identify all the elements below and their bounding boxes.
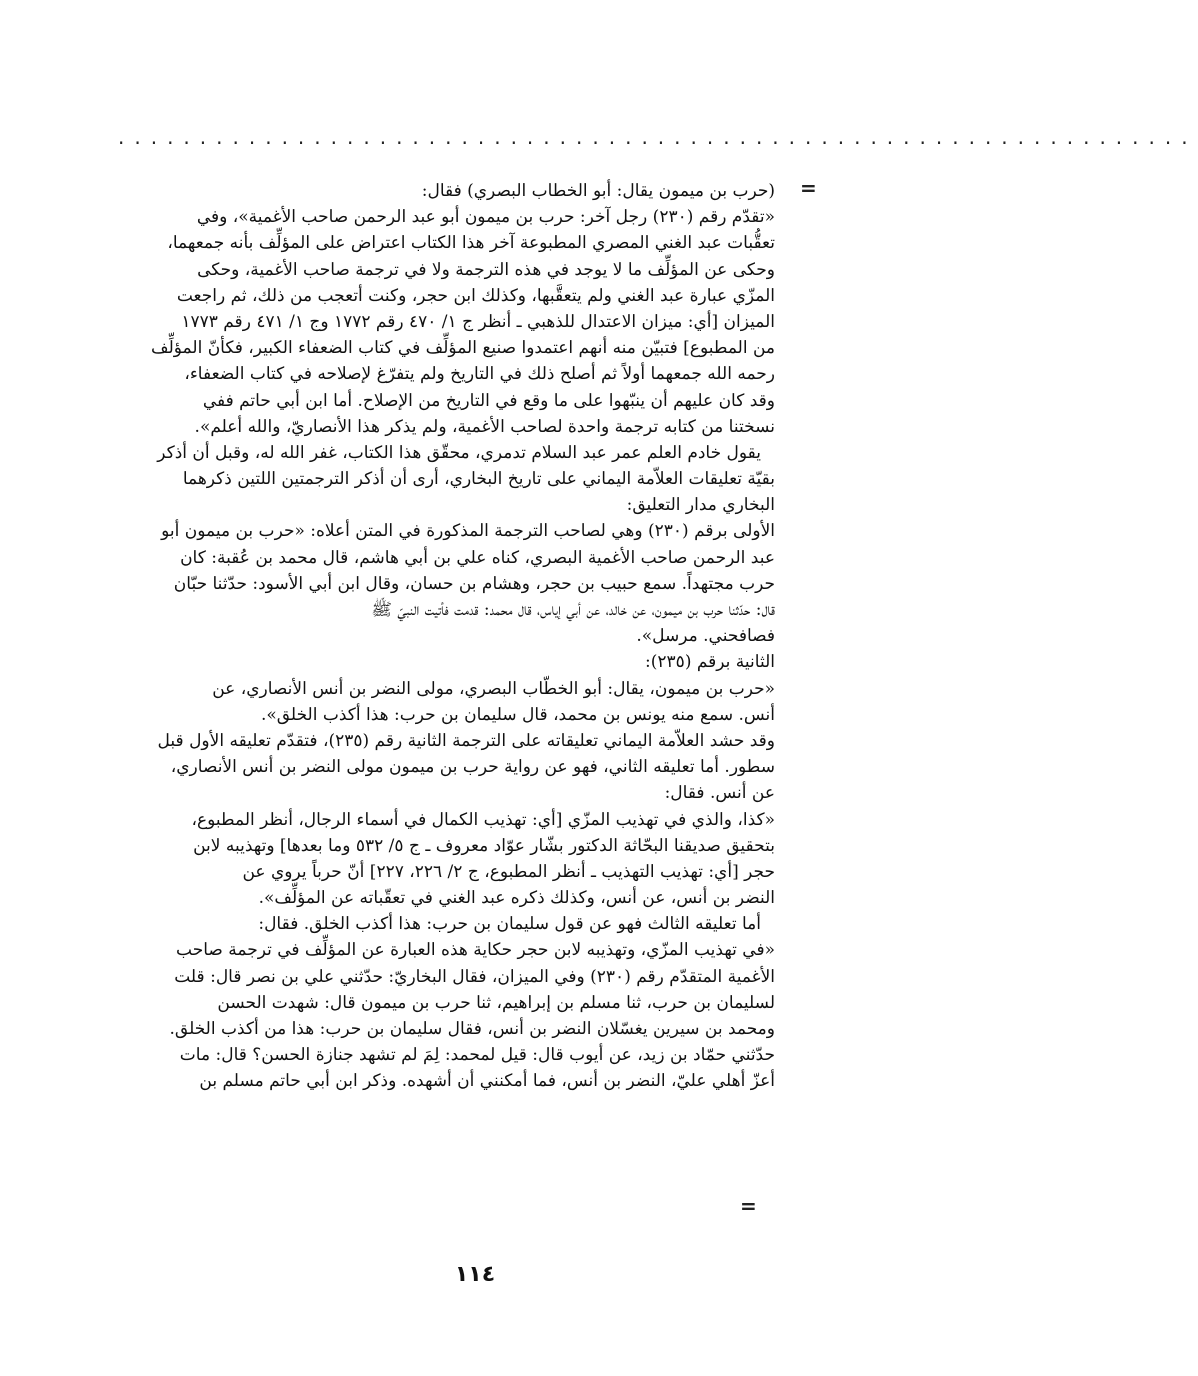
text-line: البخاري مدار التعليق:: [626, 495, 775, 516]
text-line: «في تهذيب المزّي، وتهذيبه لابن حجر حكاية هذه العبارة عن المؤلِّف في ترجمة صاحب: [176, 940, 775, 961]
continuation-mark-bottom: =: [740, 1194, 757, 1218]
text-line: أما تعليقه الثالث فهو عن قول سليمان بن حرب: هذا أكذب الخلق. فقال:: [258, 914, 761, 935]
text-line: «كذا، والذي في تهذيب المزّي [أي: تهذيب الكمال في أسماء الرجال، أنظر المطبوع،: [191, 809, 775, 830]
text-line: حدّثني حمّاد بن زيد، عن أيوب قال: قيل لمحمد: لِمَ لم تشهد جنازة الحسن؟ قال: مات: [179, 1045, 775, 1066]
text-line: فصافحني. مرسل».: [636, 626, 775, 647]
text-line: من المطبوع] فتبيّن منه أنهم اعتمدوا صنيع المؤلِّف في كتاب الضعفاء الكبير، فكأنّ المؤلِّف: [151, 338, 775, 359]
top-dotted-rule: ..................................................................: [118, 125, 1198, 149]
text-line: يقول خادم العلم عمر عبد السلام تدمري، محقّق هذا الكتاب، غفر الله له، وقبل أن أذكر: [157, 442, 761, 463]
text-line: «حرب بن ميمون، يقال: أبو الخطّاب البصري، مولى النضر بن أنس الأنصاري، عن: [212, 678, 775, 699]
text-line: نسختنا من كتابه ترجمة واحدة لصاحب الأغمية، ولم يذكر هذا الأنصاريّ، والله أعلم».: [194, 416, 775, 437]
continuation-mark-top: =: [800, 176, 817, 200]
text-line: عبد الرحمن صاحب الأغمية البصري، كناه علي بن أبي هاشم، قال محمد بن عُقبة: كان: [180, 547, 775, 568]
text-line: تعقُّبات عبد الغني المصري المطبوعة آخر هذا الكتاب اعتراض على المؤلِّف بأنه جمعهما،: [167, 233, 775, 254]
text-line: حرب مجتهداً. سمع حبيب بن حجر، وهشام بن حسان، وقال ابن أبي الأسود: حدّثنا حبّان: [173, 573, 775, 594]
text-line: (حرب بن ميمون يقال: أبو الخطاب البصري) فقال:: [421, 181, 775, 201]
text-line: الثانية برقم (٢٣٥):: [645, 652, 775, 673]
text-line: بقيّة تعليقات العلاّمة اليماني على تاريخ البخاري، أرى أن أذكر الترجمتين اللتين ذكرهما: [182, 469, 775, 490]
text-line: النضر بن أنس، عن أنس، وكذلك ذكره عبد الغني في تعقّباته عن المؤلِّف».: [258, 888, 775, 909]
text-line: وقد كان عليهم أن ينبّهوا على ما وقع في التاريخ من الإصلاح. أما ابن أبي حاتم ففي: [202, 390, 775, 411]
text-line: «تقدّم رقم (٢٣٠) رجل آخر: حرب بن ميمون أبو عبد الرحمن صاحب الأغمية»، وفي: [196, 207, 775, 228]
text-line: لسليمان بن حرب، ثنا مسلم بن إبراهيم، ثنا حرب بن ميمون قال: شهدت الحسن: [217, 992, 775, 1013]
text-line: أعزّ أهلي عليّ، النضر بن أنس، فما أمكنني أن أشهده. وذكر ابن أبي حاتم مسلم بن: [199, 1071, 775, 1092]
text-line: وقد حشد العلاّمة اليماني تعليقاته على الترجمة الثانية رقم (٢٣٥)، فتقدّم تعليقه الأول قبل: [157, 730, 775, 751]
text-line: رحمه الله جمعهما أولاً ثم أصلح ذلك في التاريخ ولم يتفرّغ لإصلاحه في كتاب الضعفاء،: [184, 364, 775, 385]
footnote-text-block: [120, 178, 775, 1095]
text-line: الأغمية المتقدّم رقم (٢٣٠) وفي الميزان، فقال البخاريّ: حدّثني علي بن نصر قال: قلت: [174, 966, 775, 987]
text-line: قال: حدّثنا حرب بن ميمون، عن خالد، عن أبي إياس، قال محمد: قدمت فأتيت النبيّ ﷺ: [371, 600, 775, 620]
text-line: الأولى برقم (٢٣٠) وهي لصاحب الترجمة المذكورة في المتن أعلاه: «حرب بن ميمون أبو: [161, 521, 775, 542]
text-line: وحكى عن المؤلِّف ما لا يوجد في هذه الترجمة ولا في ترجمة صاحب الأغمية، وحكى: [197, 259, 775, 280]
text-line: ومحمد بن سيرين يغسّلان النضر بن أنس، فقال سليمان بن حرب: هذا من أكذب الخلق.: [169, 1019, 775, 1039]
text-line: حجر [أي: تهذيب التهذيب ـ أنظر المطبوع، ج ٢/ ٢٢٦، ٢٢٧] أنّ حرباً يروي عن: [242, 861, 775, 882]
text-line: أنس. سمع منه يونس بن محمد، قال سليمان بن حرب: هذا أكذب الخلق».: [260, 704, 775, 725]
text-line: بتحقيق صديقنا البحّاثة الدكتور بشّار عوّاد معروف ـ ج ٥/ ٥٣٢ وما بعدها] وتهذيبه لابن: [193, 835, 775, 856]
text-line: عن أنس. فقال:: [664, 783, 775, 804]
text-line: المزّي عبارة عبد الغني ولم يتعقَّبها، وكذلك ابن حجر، وكنت أتعجب من ذلك، ثم راجعت: [176, 285, 775, 306]
text-line: سطور. أما تعليقه الثاني، فهو عن رواية حرب بن ميمون مولى النضر بن أنس الأنصاري،: [170, 757, 775, 778]
text-line: الميزان [أي: ميزان الاعتدال للذهبي ـ أنظر ج ١/ ٤٧٠ رقم ١٧٧٢ وج ١/ ٤٧١ رقم ١٧٧٣: [181, 311, 775, 332]
page-number: ١١٤: [454, 1262, 496, 1287]
